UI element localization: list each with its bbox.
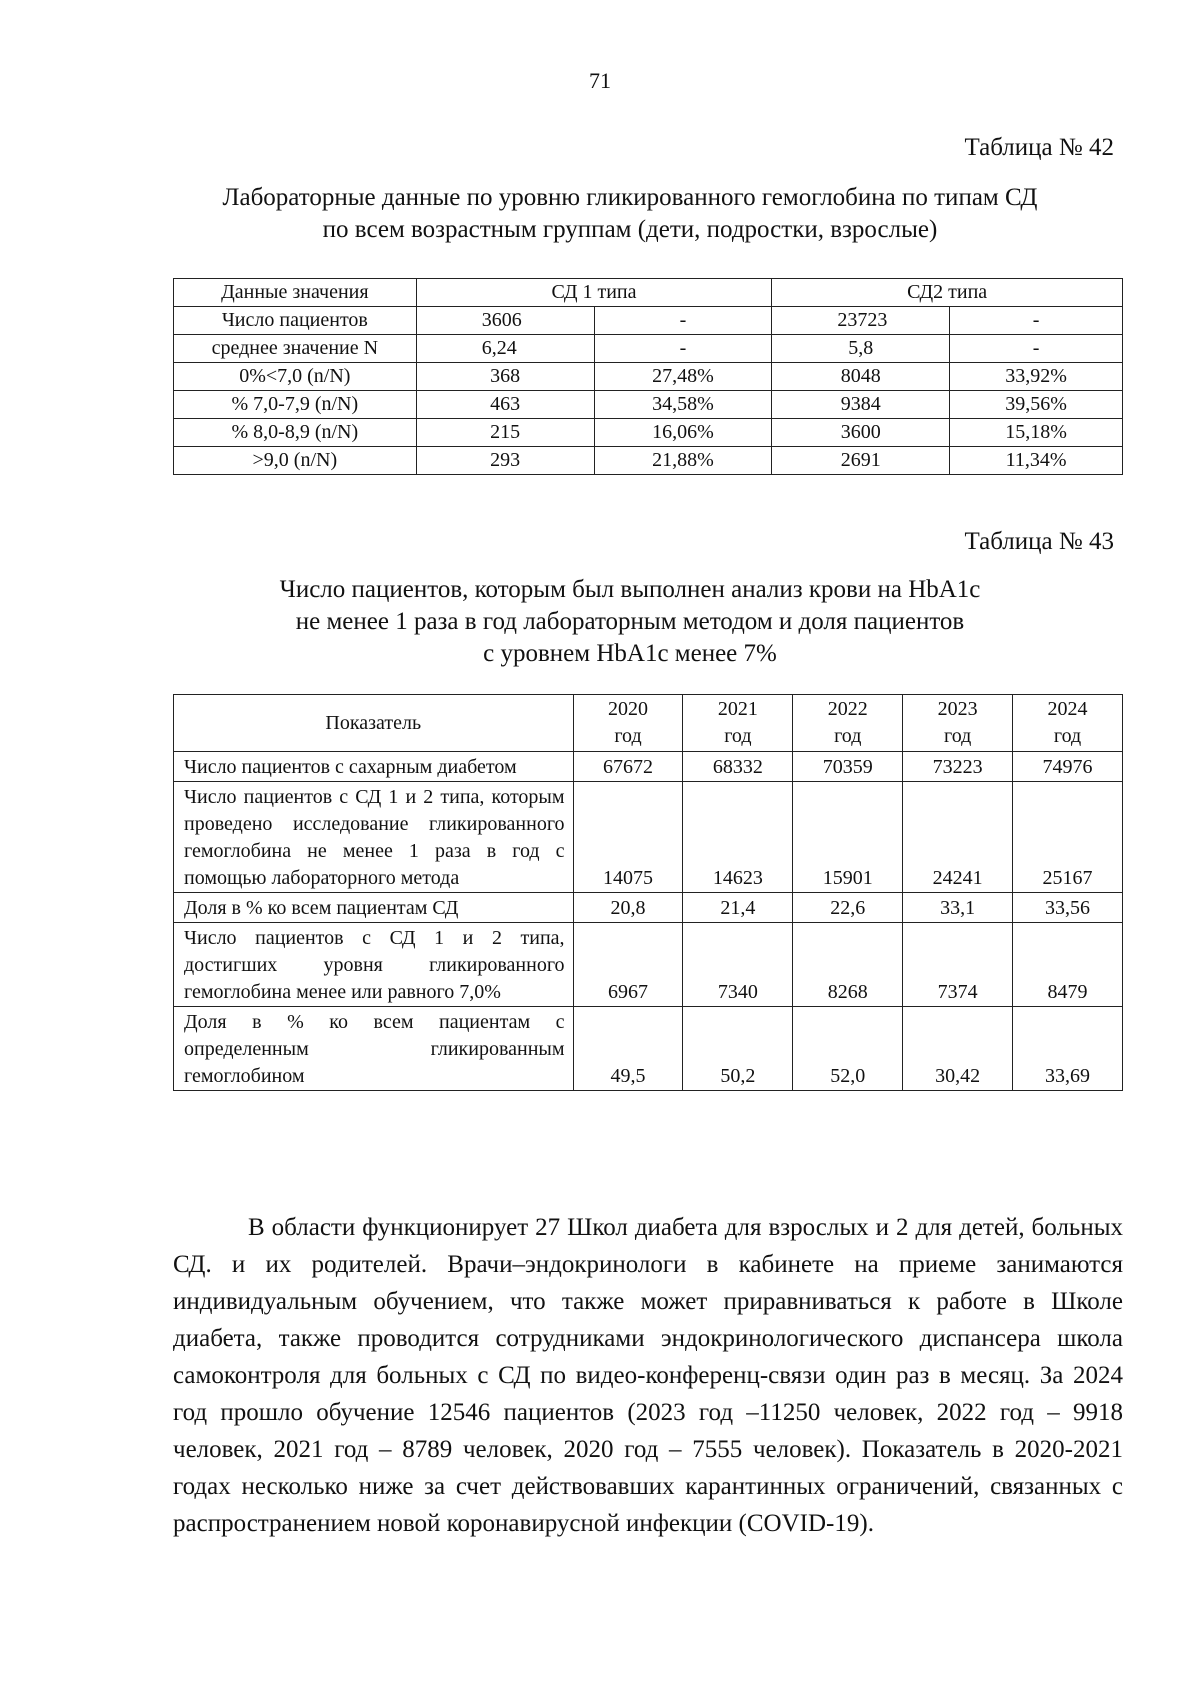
table-cell: - [950,335,1123,363]
header-cell: СД 1 типа [416,279,772,307]
body-paragraph: В области функционирует 27 Школ диабета для взрослых и 2 для детей, больных СД. и их родителей. Врачи–эндокринологи в кабинете на приеме занимаются индивидуальным обучением, что также может приравниваться к работе в Школе диабета, также проводится сотрудниками эндокринологического диспансера школа самоконтроля для больных с СД по видео-конференц-связи один раз в месяц. За 2024 год прошло обучение 12546 пациентов (2023 год –11250 человек, 2022 год – 9918 человек, 2021 год – 8789 человек, 2020 год – 7555 человек). Показатель в 2020-2021 годах несколько ниже за счет действовавших карантинных ограничений, связанных с распространением новой коронавирусной инфекции (COVID-19). [173,1214,1123,1537]
table-cell: 15901 [793,782,903,893]
header-cell-year [793,695,903,752]
row-label: Доля в % ко всем пациентам СД [174,893,574,923]
table-row [174,363,1123,391]
table-cell: 68332 [683,752,793,782]
table-43-caption [150,574,1110,670]
table-cell: 22,6 [793,893,903,923]
table-cell: 3600 [772,419,950,447]
table-cell: 3606 [416,307,594,335]
table-cell: 368 [416,363,594,391]
table-row [174,307,1123,335]
table-cell: 52,0 [793,1007,903,1091]
table-row [174,893,1123,923]
table-cell: 6967 [573,923,683,1007]
table-cell: 27,48% [594,363,772,391]
table-cell: 293 [416,447,594,475]
table-cell: 49,5 [573,1007,683,1091]
page-number: 71 [589,68,611,93]
row-label: Число пациентов с сахарным диабетом [174,752,574,782]
row-label: Число пациентов с СД 1 и 2 типа, которым проведено исследование гликированного гемоглобина не менее 1 раза в год с помощью лабораторного метода [174,782,574,893]
table-43 [173,694,1123,1091]
table-cell: 16,06% [594,419,772,447]
table-cell: 9384 [772,391,950,419]
table-row [174,391,1123,419]
table-header-row [174,695,1123,752]
table-cell: 14623 [683,782,793,893]
table-cell: 2691 [772,447,950,475]
year-suffix: год [834,725,862,747]
table-row [174,752,1123,782]
table-cell: 5,8 [772,335,950,363]
header-cell-year [683,695,793,752]
year-suffix: год [724,725,752,747]
year-value: 2023 [937,698,978,720]
table-cell: % 7,0-7,9 (n/N) [174,391,417,419]
row-label: Доля в % ко всем пациентам с определенным гликированным гемоглобином [174,1007,574,1091]
table-cell: 7374 [903,923,1013,1007]
table-cell: 20,8 [573,893,683,923]
year-suffix: год [614,725,642,747]
table-42 [173,278,1123,475]
header-cell-year [1013,695,1123,752]
table-43-caption-line-2: не менее 1 раза в год лабораторным методом и доля пациентов [295,608,965,635]
year-suffix: год [943,725,972,747]
table-cell: 73223 [903,752,1013,782]
header-cell: СД2 типа [772,279,1123,307]
table-cell: 11,34% [950,447,1123,475]
table-43-label: Таблица № 43 [964,528,1114,555]
row-label: Число пациентов с СД 1 и 2 типа, достигших уровня гликированного гемоглобина менее или равного 7,0% [174,923,574,1007]
table-cell: 67672 [573,752,683,782]
header-cell-year [903,695,1013,752]
table-cell: 74976 [1013,752,1123,782]
table-cell: 8479 [1013,923,1123,1007]
table-cell: - [594,335,772,363]
table-cell: 21,4 [683,893,793,923]
header-cell-indicator: Показатель [174,695,574,752]
table-cell: 50,2 [683,1007,793,1091]
table-cell: 14075 [573,782,683,893]
table-cell: - [950,307,1123,335]
table-43-caption-line-3: с уровнем HbA1c менее 7% [483,640,777,667]
table-cell: 463 [416,391,594,419]
table-42-caption-line-2: по всем возрастным группам (дети, подростки, взрослые) [322,216,938,243]
year-value: 2021 [717,698,758,720]
year-value: 2020 [607,698,648,720]
table-cell: 215 [416,419,594,447]
year-suffix: год [1053,725,1082,747]
table-cell: 23723 [772,307,950,335]
table-cell: 21,88% [594,447,772,475]
table-cell: >9,0 (n/N) [174,447,417,475]
table-cell: % 8,0-8,9 (n/N) [174,419,417,447]
table-42-caption [150,182,1110,246]
table-row [174,782,1123,893]
table-cell: среднее значение N [174,335,417,363]
table-cell: 15,18% [950,419,1123,447]
table-43-caption-line-1: Число пациентов, которым был выполнен анализ крови на HbA1c [279,576,981,603]
table-cell: 70359 [793,752,903,782]
table-cell: - [594,307,772,335]
table-cell: 33,69 [1013,1007,1123,1091]
table-cell: 33,1 [903,893,1013,923]
table-cell: 25167 [1013,782,1123,893]
table-cell: 34,58% [594,391,772,419]
year-value: 2024 [1047,698,1088,720]
table-cell: 6,24 [416,335,594,363]
table-header-row [174,279,1123,307]
table-cell: 33,56 [1013,893,1123,923]
table-cell: 24241 [903,782,1013,893]
table-cell: 30,42 [903,1007,1013,1091]
year-value: 2022 [827,698,868,720]
header-cell-year [573,695,683,752]
table-cell: 8268 [793,923,903,1007]
table-cell: 33,92% [950,363,1123,391]
table-42-caption-line-1: Лабораторные данные по уровню гликированного гемоглобина по типам СД [222,184,1038,211]
table-cell: 39,56% [950,391,1123,419]
table-row [174,923,1123,1007]
table-row [174,447,1123,475]
table-row [174,335,1123,363]
table-cell: 8048 [772,363,950,391]
header-cell: Данные значения [174,279,417,307]
table-42-label: Таблица № 42 [964,134,1114,161]
table-row [174,1007,1123,1091]
table-cell: 7340 [683,923,793,1007]
table-cell: 0%<7,0 (n/N) [174,363,417,391]
table-cell: Число пациентов [174,307,417,335]
table-row [174,419,1123,447]
